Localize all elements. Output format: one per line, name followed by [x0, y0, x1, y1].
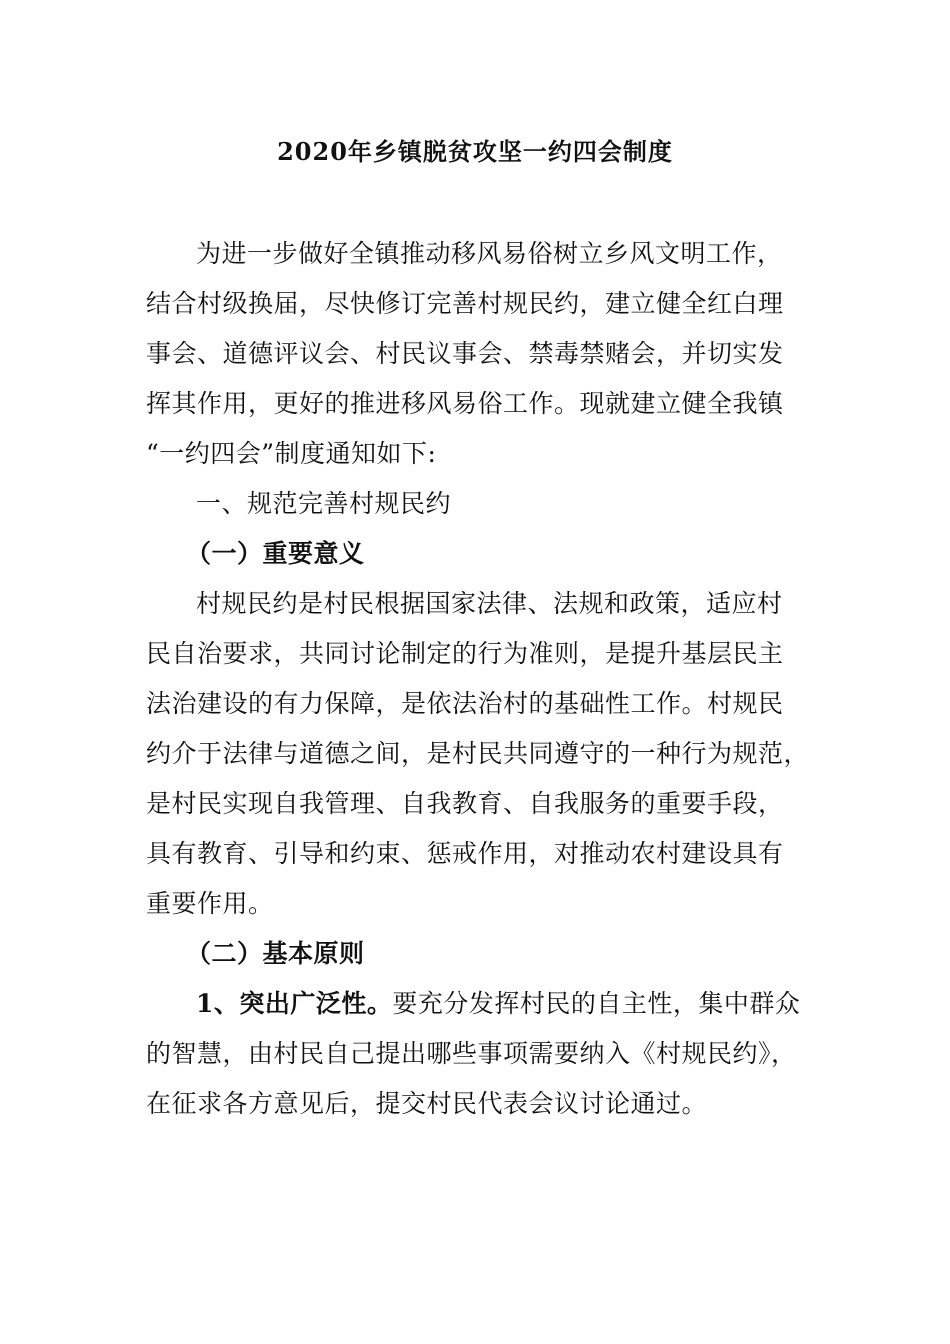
- body-line: 约介于法律与道德之间，是村民共同遵守的一种行为规范，: [146, 739, 810, 768]
- intro-line: 挥其作用，更好的推进移风易俗工作。现就建立健全我镇: [146, 389, 784, 418]
- intro-line: 结合村级换届，尽快修订完善村规民约，建立健全红白理: [146, 289, 784, 318]
- principle-line: [196, 986, 800, 1022]
- subsection-heading: （二）基本原则: [186, 939, 365, 968]
- subsection-heading: （一）重要意义: [186, 539, 365, 568]
- body-line: 法治建设的有力保障，是依法治村的基础性工作。村规民: [146, 689, 784, 718]
- body-line: 村规民约是村民根据国家法律、法规和政策，适应村: [196, 589, 783, 618]
- intro-line: 事会、道德评议会、村民议事会、禁毒禁赌会，并切实发: [146, 339, 784, 368]
- body-line: 是村民实现自我管理、自我教育、自我服务的重要手段，: [146, 789, 784, 818]
- principle-text: 要充分发挥村民的自主性，集中群众: [392, 989, 801, 1018]
- intro-line: “一约四会”制度通知如下:: [146, 439, 437, 468]
- section-heading: 一、规范完善村规民约: [196, 489, 452, 518]
- body-line: 重要作用。: [146, 889, 274, 918]
- body-line: 在征求各方意见后，提交村民代表会议讨论通过。: [146, 1089, 708, 1118]
- body-line: 民自治要求，共同讨论制定的行为准则，是提升基层民主: [146, 639, 784, 668]
- document-title: 2020年乡镇脱贫攻坚一约四会制度: [277, 137, 673, 166]
- body-line: 具有教育、引导和约束、惩戒作用，对推动农村建设具有: [146, 839, 784, 868]
- principle-label: 1、突出广泛性。: [196, 989, 393, 1018]
- intro-line: 为进一步做好全镇推动移风易俗树立乡风文明工作，: [196, 239, 783, 268]
- body-line: 的智慧，由村民自己提出哪些事项需要纳入《村规民约》，: [146, 1039, 797, 1068]
